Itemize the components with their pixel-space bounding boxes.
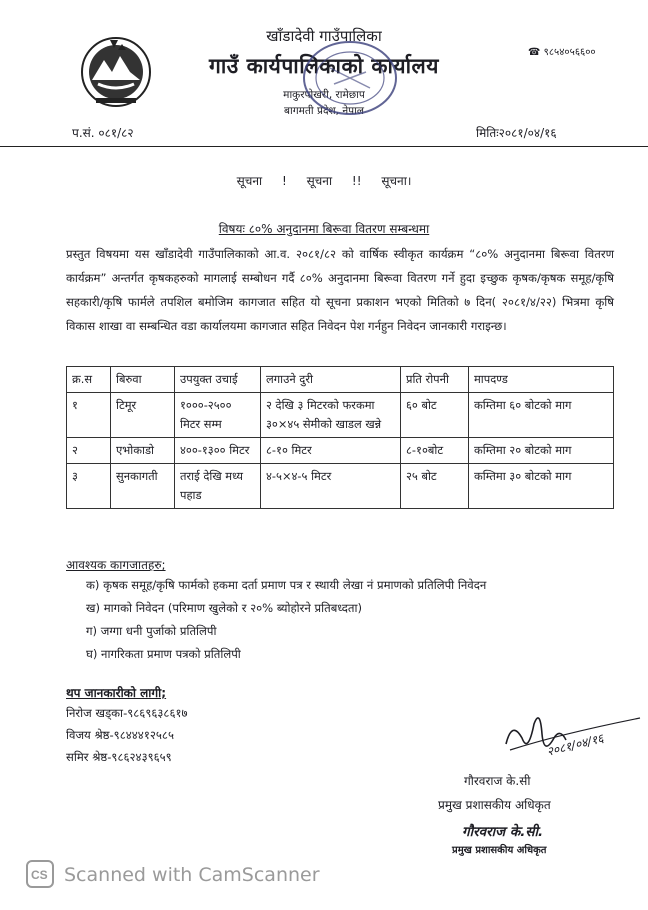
handwritten-date: २०८१/०४/१६	[545, 731, 605, 759]
seedling-table	[66, 366, 614, 509]
signer-title: प्रमुख प्रशासकीय अधिकृत	[438, 798, 551, 812]
subject-line: विषयः ८०% अनुदानमा बिरूवा वितरण सम्बन्धमा	[218, 222, 430, 236]
table-header-row	[67, 367, 614, 393]
table-cell: २	[67, 438, 111, 464]
table-row	[67, 438, 614, 464]
document-item: ख) मागको निवेदन (परिमाण खुलेको र २०% ब्योहोरने प्रतिबध्दता)	[86, 601, 362, 615]
svg-text:CS: CS	[31, 868, 48, 882]
table-cell: कम्तिमा २० बोटको माग	[469, 438, 614, 464]
table-cell: कम्तिमा ३० बोटको माग	[469, 464, 614, 509]
office-stamp-icon	[300, 38, 400, 118]
signer-name: गौरवराज के.सी	[464, 774, 531, 788]
table-row	[67, 393, 614, 438]
address-line-2: बागमती प्रदेश, नेपाल	[284, 105, 364, 117]
table-cell: २५ बोट	[401, 464, 469, 509]
table-cell: ८-१० मिटर	[261, 438, 401, 464]
table-cell: १०००-२५०० मिटर सम्म	[175, 393, 261, 438]
header-divider	[0, 146, 648, 147]
table-header-cell: मापदण्ड	[469, 367, 614, 393]
table-cell: सुनकागती	[111, 464, 175, 509]
table-cell: ४-५×४-५ मिटर	[261, 464, 401, 509]
contacts-heading: थप जानकारीको लागी;	[66, 686, 167, 700]
document-item: घ) नागरिकता प्रमाण पत्रको प्रतिलिपी	[86, 647, 241, 661]
table-header-cell: लगाउने दुरी	[261, 367, 401, 393]
office-name: गाउँ कार्यपालिकाको कार्यालय	[209, 54, 439, 78]
camscanner-watermark: Scanned with CamScanner	[64, 864, 320, 886]
table-cell: ३	[67, 464, 111, 509]
contact-item: विजय श्रेष्ठ-९८४४४१२५८५	[66, 728, 174, 742]
notice-banner: सूचना ! सूचना !! सूचना।	[236, 174, 412, 188]
table-cell: टिमूर	[111, 393, 175, 438]
table-cell: कम्तिमा ६० बोटको माग	[469, 393, 614, 438]
contact-item: निरोज खड्का-९८६९६३८६१७	[66, 706, 188, 720]
reference-number: प.सं. ०८१/८२	[72, 126, 134, 140]
signature-stamp-title: प्रमुख प्रशासकीय अधिकृत	[452, 845, 547, 856]
body-paragraph: प्रस्तुत विषयमा यस खाँडादेवी गाउँपालिकाको आ.व. २०८१/८२ को वार्षिक स्वीकृत कार्यक्रम “८०% अनुदानमा बिरूवा वितरण कार्यक्रम” अन्तर्गत कृषकहरुको मागलाई सम्बोधन गर्दै ८०% अनुदानमा बिरूवा वितरण गर्ने हुदा इच्छुक कृषक/कृषक समूह/कृषि सहकारी/कृषि फार्मले तपशिल बमोजिम कागजात सहित यो सूचना प्रकाशन भएको मितिको ७ दिन( २०८१/४/२२) भित्रमा कृषि विकास शाखा वा सम्बन्धित वडा कार्यालयमा कागजात सहित निवेदन पेश गर्नहुन निवेदन जानकारी गराइन्छ।	[66, 247, 614, 333]
table-cell: ४००-१३०० मिटर	[175, 438, 261, 464]
table-header-cell: क्र.स	[67, 367, 111, 393]
municipality-name: खाँडादेवी गाउँपालिका	[266, 27, 382, 45]
phone-number: ☎ ९८५४०५६६००	[528, 47, 596, 58]
table-cell: ६० बोट	[401, 393, 469, 438]
table-cell: १	[67, 393, 111, 438]
contact-item: समिर श्रेष्ठ-९८६२४३९६५९	[66, 750, 172, 764]
table-cell: २ देखि ३ मिटरको फरकमा ३०×४५ सेमीको खाडल खन्ने	[261, 393, 401, 438]
table-cell: तराई देखि मध्य पहाड	[175, 464, 261, 509]
documents-heading: आवश्यक कागजातहरु;	[66, 558, 166, 572]
signature-stamp-name: गौरवराज के.सी.	[462, 824, 544, 840]
document-item: ग) जग्गा धनी पुर्जाको प्रतिलिपी	[86, 624, 217, 638]
camscanner-logo-icon	[26, 860, 54, 888]
issue-date: मितिः२०८१/०४/१६	[476, 126, 557, 140]
table-row	[67, 464, 614, 509]
table-header-cell: बिरुवा	[111, 367, 175, 393]
address-line-1: माकुरपोखरी, रामेछाप	[283, 89, 365, 101]
table-cell: एभोकाडो	[111, 438, 175, 464]
table-header-cell: प्रति रोपनी	[401, 367, 469, 393]
table-header-cell: उपयुक्त उचाई	[175, 367, 261, 393]
table-cell: ८-१०बोट	[401, 438, 469, 464]
document-item: क) कृषक समूह/कृषि फार्मको हकमा दर्ता प्रमाण पत्र र स्थायी लेखा नं प्रमाणको प्रतिलिपी निवेदन	[86, 578, 487, 592]
